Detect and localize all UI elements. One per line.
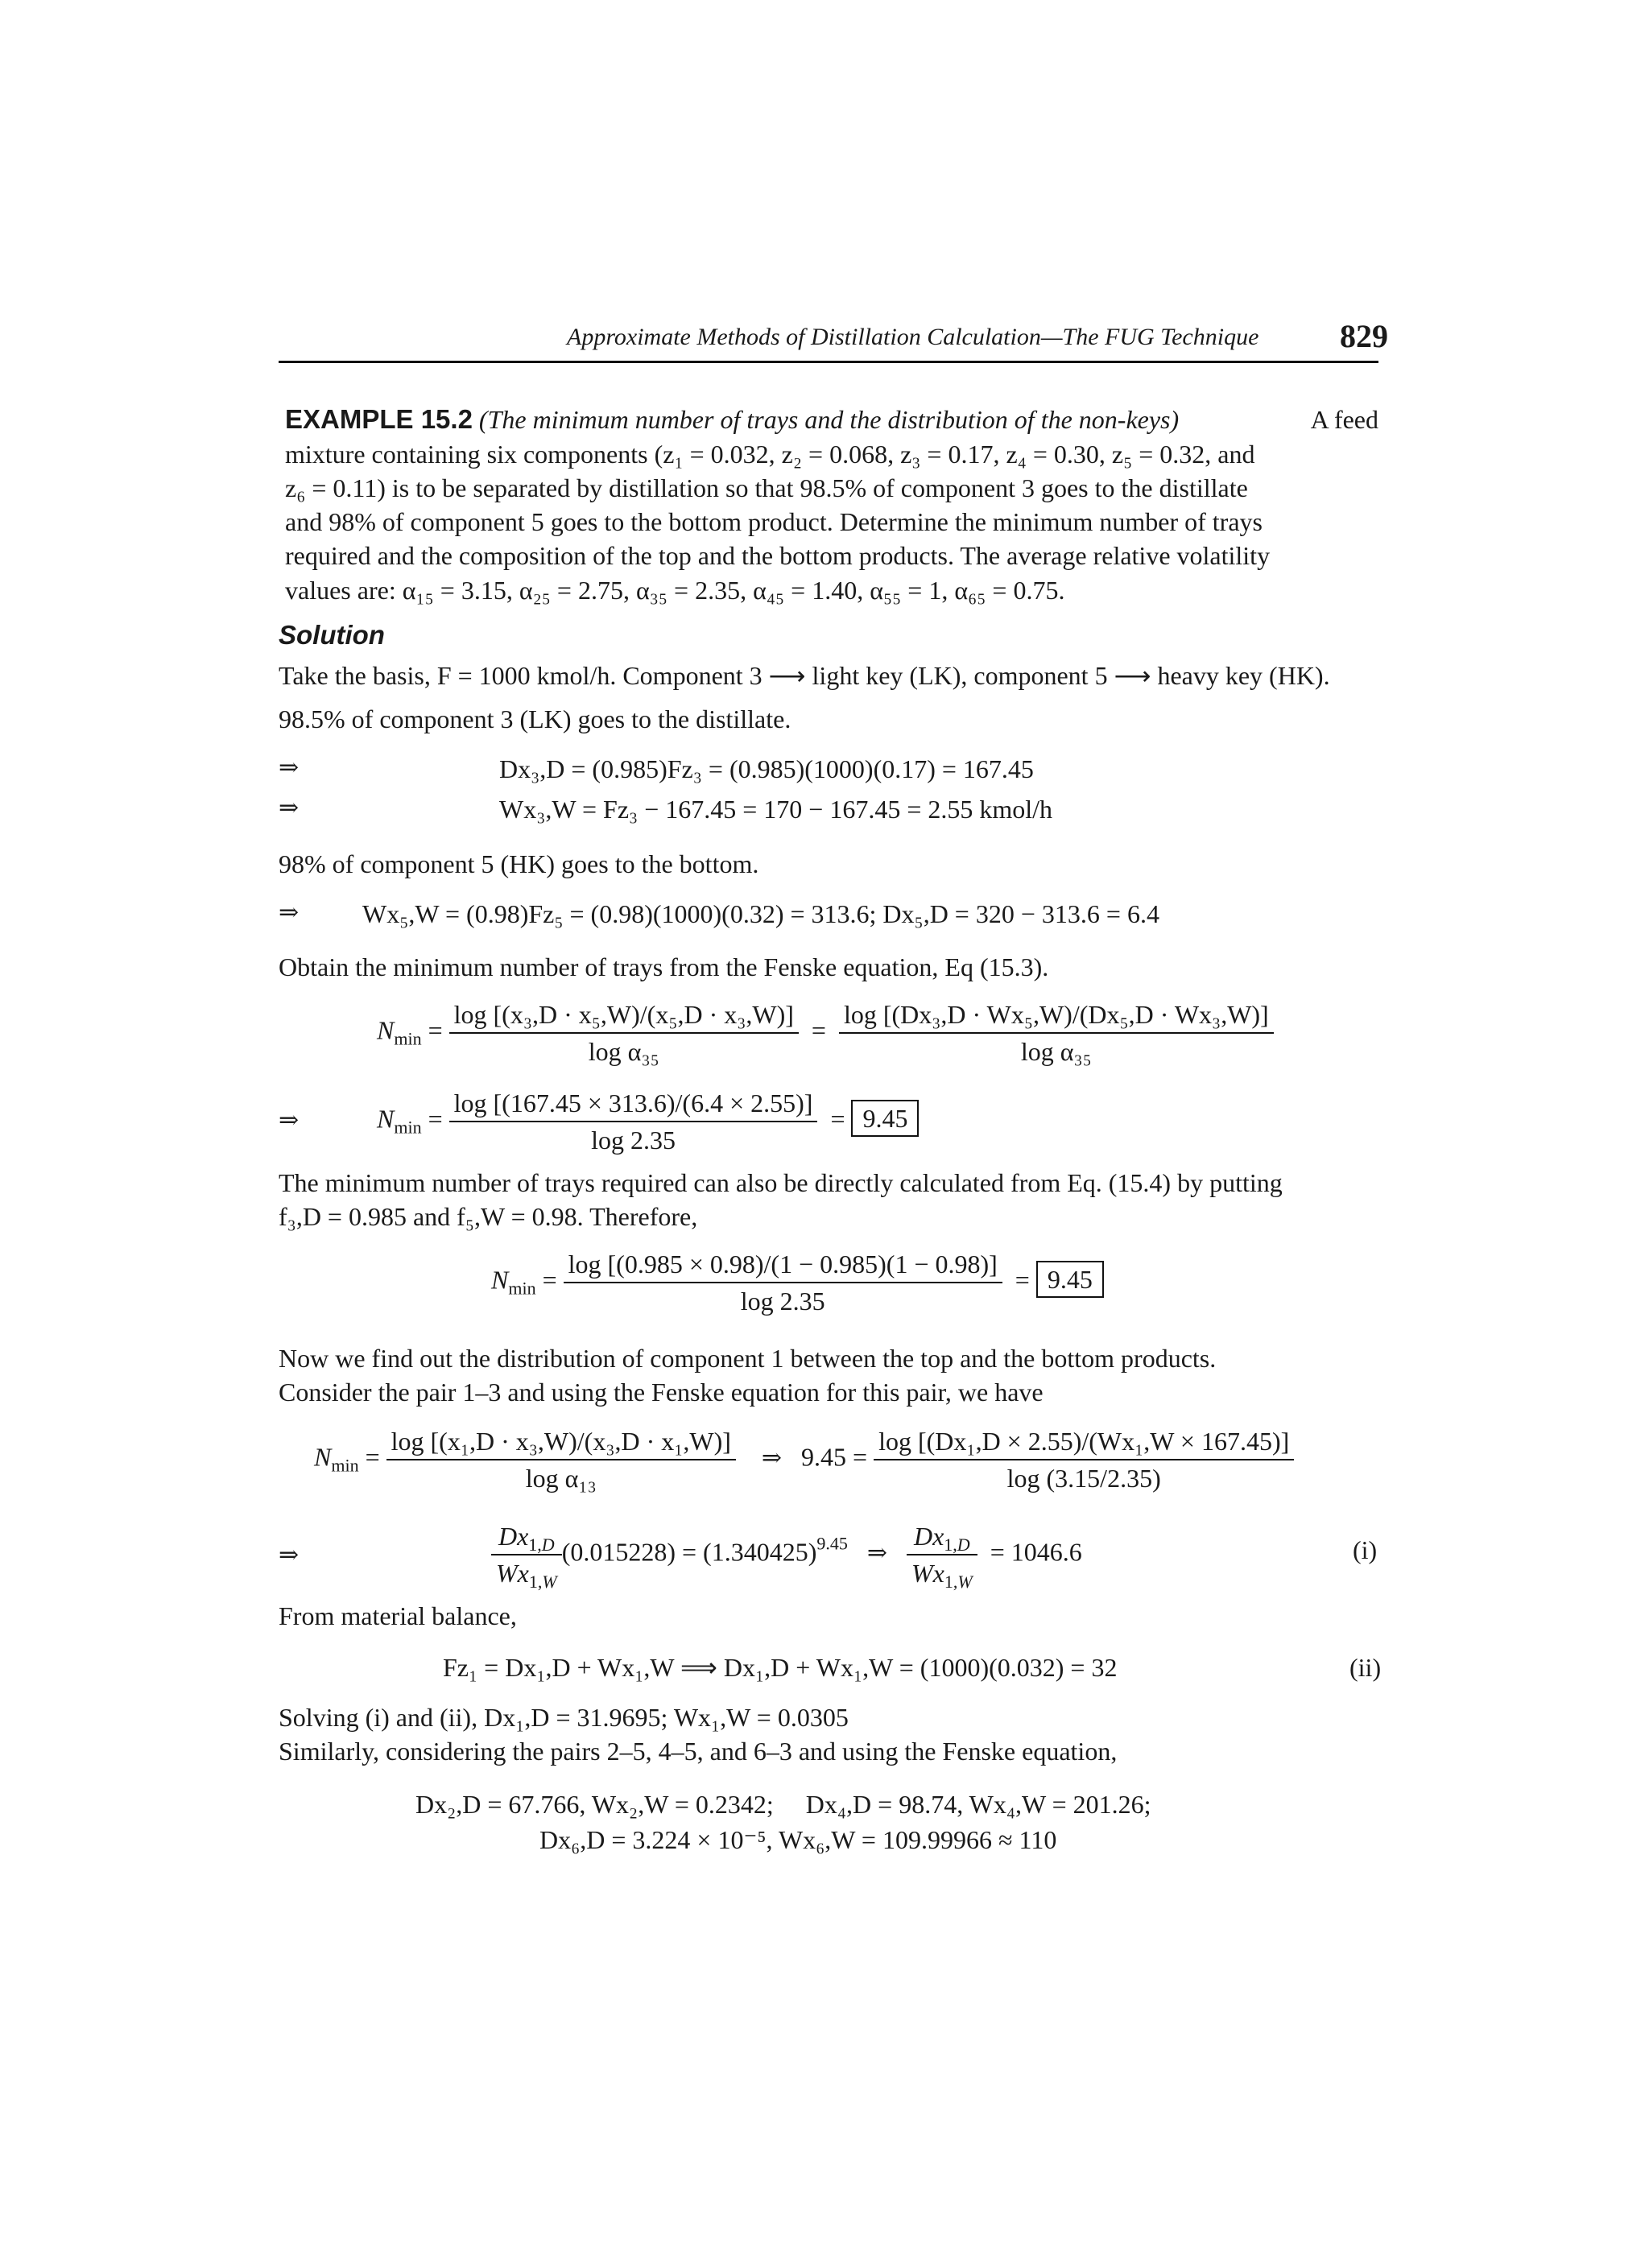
page-number: 829 (1340, 318, 1388, 354)
pair-fraction-1: $\frac{\text{log [(x₁,D · x₃,W)/(x₃,D · x₁,W)]}}{\text{log α₁₃}}$ (386, 1423, 736, 1496)
solving-line: Solving (i) and (ii), Dx₁,D = 31.9695; Wx₁,W = 0.0305 (279, 1703, 849, 1732)
example-title: (The minimum number of trays and the distribution of the non-keys) (478, 405, 1180, 434)
alt-result-box: 9.45 (1036, 1261, 1104, 1298)
implies-symbol: ⇒ (279, 1106, 300, 1134)
implies-symbol: ⇒ (279, 1541, 300, 1569)
header-rule (279, 361, 1378, 363)
pair-equation: $N_{min}$ = $\frac{\text{log [(x₁,D · x₃,W)/(x₃,D · x₁,W)]}}{\text{log α₁₃}}$ ⇒ 9.45 = $\frac{\text{log [(Dx₁,D × 2.55)/(Wx₁,W × 167.45)]}}{\log (3.15/2.35)}$ (314, 1423, 1294, 1496)
distribution-line-1: Now we find out the distribution of component 1 between the top and the bottom products. (279, 1344, 1217, 1373)
nmin-fraction: $\frac{\log [(167.45 \times 313.6)/(6.4 \times 2.55)]}{\log 2.35}$ (449, 1085, 818, 1158)
example-line-6: values are: α₁₅ = 3.15, α₂₅ = 2.75, α₃₅ = 2.35, α₄₅ = 1.40, α₅₅ = 1, α₆₅ = 0.75. (285, 576, 1065, 605)
alt-equation: $N_{min}$ = $\frac{\log [(0.985 \times 0.98)/(1 - 0.985)(1 - 0.98)]}{\log 2.35}$ = 9.45 (491, 1246, 1104, 1319)
nmin-equation: $N_{min}$ = $\frac{\log [(167.45 \times 313.6)/(6.4 \times 2.55)]}{\log 2.35}$ = 9.45 (377, 1085, 919, 1158)
final-results-line-1: Dx₂,D = 67.766, Wx₂,W = 0.2342; Dx₄,D = 98.74, Wx₄,W = 201.26; (415, 1790, 1151, 1819)
alt-line-1: The minimum number of trays required can also be directly calculated from Eq. (15.4) by putting (279, 1168, 1283, 1197)
example-label: EXAMPLE 15.2 (285, 404, 473, 434)
solution-heading: Solution (279, 620, 385, 650)
similarly-line: Similarly, considering the pairs 2–5, 4–5, and 6–3 and using the Fenske equation, (279, 1737, 1118, 1766)
implies-symbol: ⇒ (279, 754, 300, 782)
eq-wx5: Wx₅,W = (0.98)Fz₅ = (0.98)(1000)(0.32) = 313.6; Dx₅,D = 320 − 313.6 = 6.4 (362, 899, 1159, 928)
ratio-equation: $\frac{Dx_{1,D}}{Wx_{1,W}}$ $(0.015228) = (1.340425)^{9.45}$ ⇒ $\frac{Dx_{1,D}}{Wx_{1,W}}$ = 1046.6 (491, 1518, 1082, 1591)
fenske-equation: $N_{min}$ = $\frac{\text{log [(x₃,D · x₅,W)/(x₅,D · x₃,W)]}}{\text{log α₃₅}}$ = $\frac{\text{log [(Dx₃,D · Wx₅,W)/(Dx₅,D · Wx₃,W)]}}{\text{log α₃₅}}$ (377, 997, 1274, 1069)
hk-statement: 98% of component 5 (HK) goes to the bottom. (279, 849, 759, 878)
final-results-line-2: Dx₆,D = 3.224 × 10⁻⁵, Wx₆,W = 109.99966 ≈ 110 (539, 1825, 1057, 1854)
equation-tag-ii: (ii) (1349, 1653, 1382, 1682)
distribution-line-2: Consider the pair 1–3 and using the Fenske equation for this pair, we have (279, 1378, 1044, 1407)
fenske-fraction-1: $\frac{\text{log [(x₃,D · x₅,W)/(x₅,D · x₃,W)]}}{\text{log α₃₅}}$ (449, 997, 799, 1069)
eq-wx3: Wx₃,W = Fz₃ − 167.45 = 170 − 167.45 = 2.55 kmol/h (499, 795, 1053, 824)
alt-fraction: $\frac{\log [(0.985 \times 0.98)/(1 - 0.985)(1 - 0.98)]}{\log 2.35}$ (564, 1246, 1002, 1319)
example-line-2: mixture containing six components (z₁ = 0.032, z₂ = 0.068, z₃ = 0.17, z₄ = 0.30, z₅ = 0.32, and (285, 440, 1255, 469)
example-line-3: z₆ = 0.11) is to be separated by distillation so that 98.5% of component 3 goes to the distillate (285, 473, 1248, 502)
fenske-intro: Obtain the minimum number of trays from the Fenske equation, Eq (15.3). (279, 952, 1049, 981)
running-title: Approximate Methods of Distillation Calculation—The FUG Technique (567, 324, 1259, 350)
example-line-1 (285, 403, 1378, 436)
ratio-fraction-1: $\frac{Dx_{1,D}}{Wx_{1,W}}$ (491, 1518, 562, 1591)
eq-dx3: Dx₃,D = (0.985)Fz₃ = (0.985)(1000)(0.17) = 167.45 (499, 754, 1034, 783)
material-balance-intro: From material balance, (279, 1601, 517, 1630)
equation-tag-i: (i) (1353, 1535, 1378, 1564)
fenske-fraction-2: $\frac{\text{log [(Dx₃,D · Wx₅,W)/(Dx₅,D · Wx₃,W)]}}{\text{log α₃₅}}$ (839, 997, 1274, 1069)
material-balance-equation: Fz₁ = Dx₁,D + Wx₁,W ⟹ Dx₁,D + Wx₁,W = (1000)(0.032) = 32 (443, 1653, 1118, 1682)
pair-fraction-2: $\frac{\text{log [(Dx₁,D × 2.55)/(Wx₁,W × 167.45)]}}{\log (3.15/2.35)}$ (874, 1423, 1294, 1496)
lk-statement: 98.5% of component 3 (LK) goes to the distillate. (279, 704, 791, 733)
basis-line: Take the basis, F = 1000 kmol/h. Component 3 ⟶ light key (LK), component 5 ⟶ heavy key (HK). (279, 661, 1330, 690)
ratio-fraction-2: $\frac{Dx_{1,D}}{Wx_{1,W}}$ (907, 1518, 977, 1591)
implies-symbol: ⇒ (279, 794, 300, 822)
example-line1-tail: A feed (1310, 405, 1378, 434)
alt-line-2: f₃,D = 0.985 and f₅,W = 0.98. Therefore, (279, 1202, 698, 1231)
nmin-result-box: 9.45 (851, 1100, 919, 1137)
example-line-4: and 98% of component 5 goes to the bottom product. Determine the minimum number of trays (285, 507, 1263, 536)
example-line-5: required and the composition of the top and the bottom products. The average relative volatility (285, 541, 1271, 570)
implies-symbol: ⇒ (279, 899, 300, 927)
